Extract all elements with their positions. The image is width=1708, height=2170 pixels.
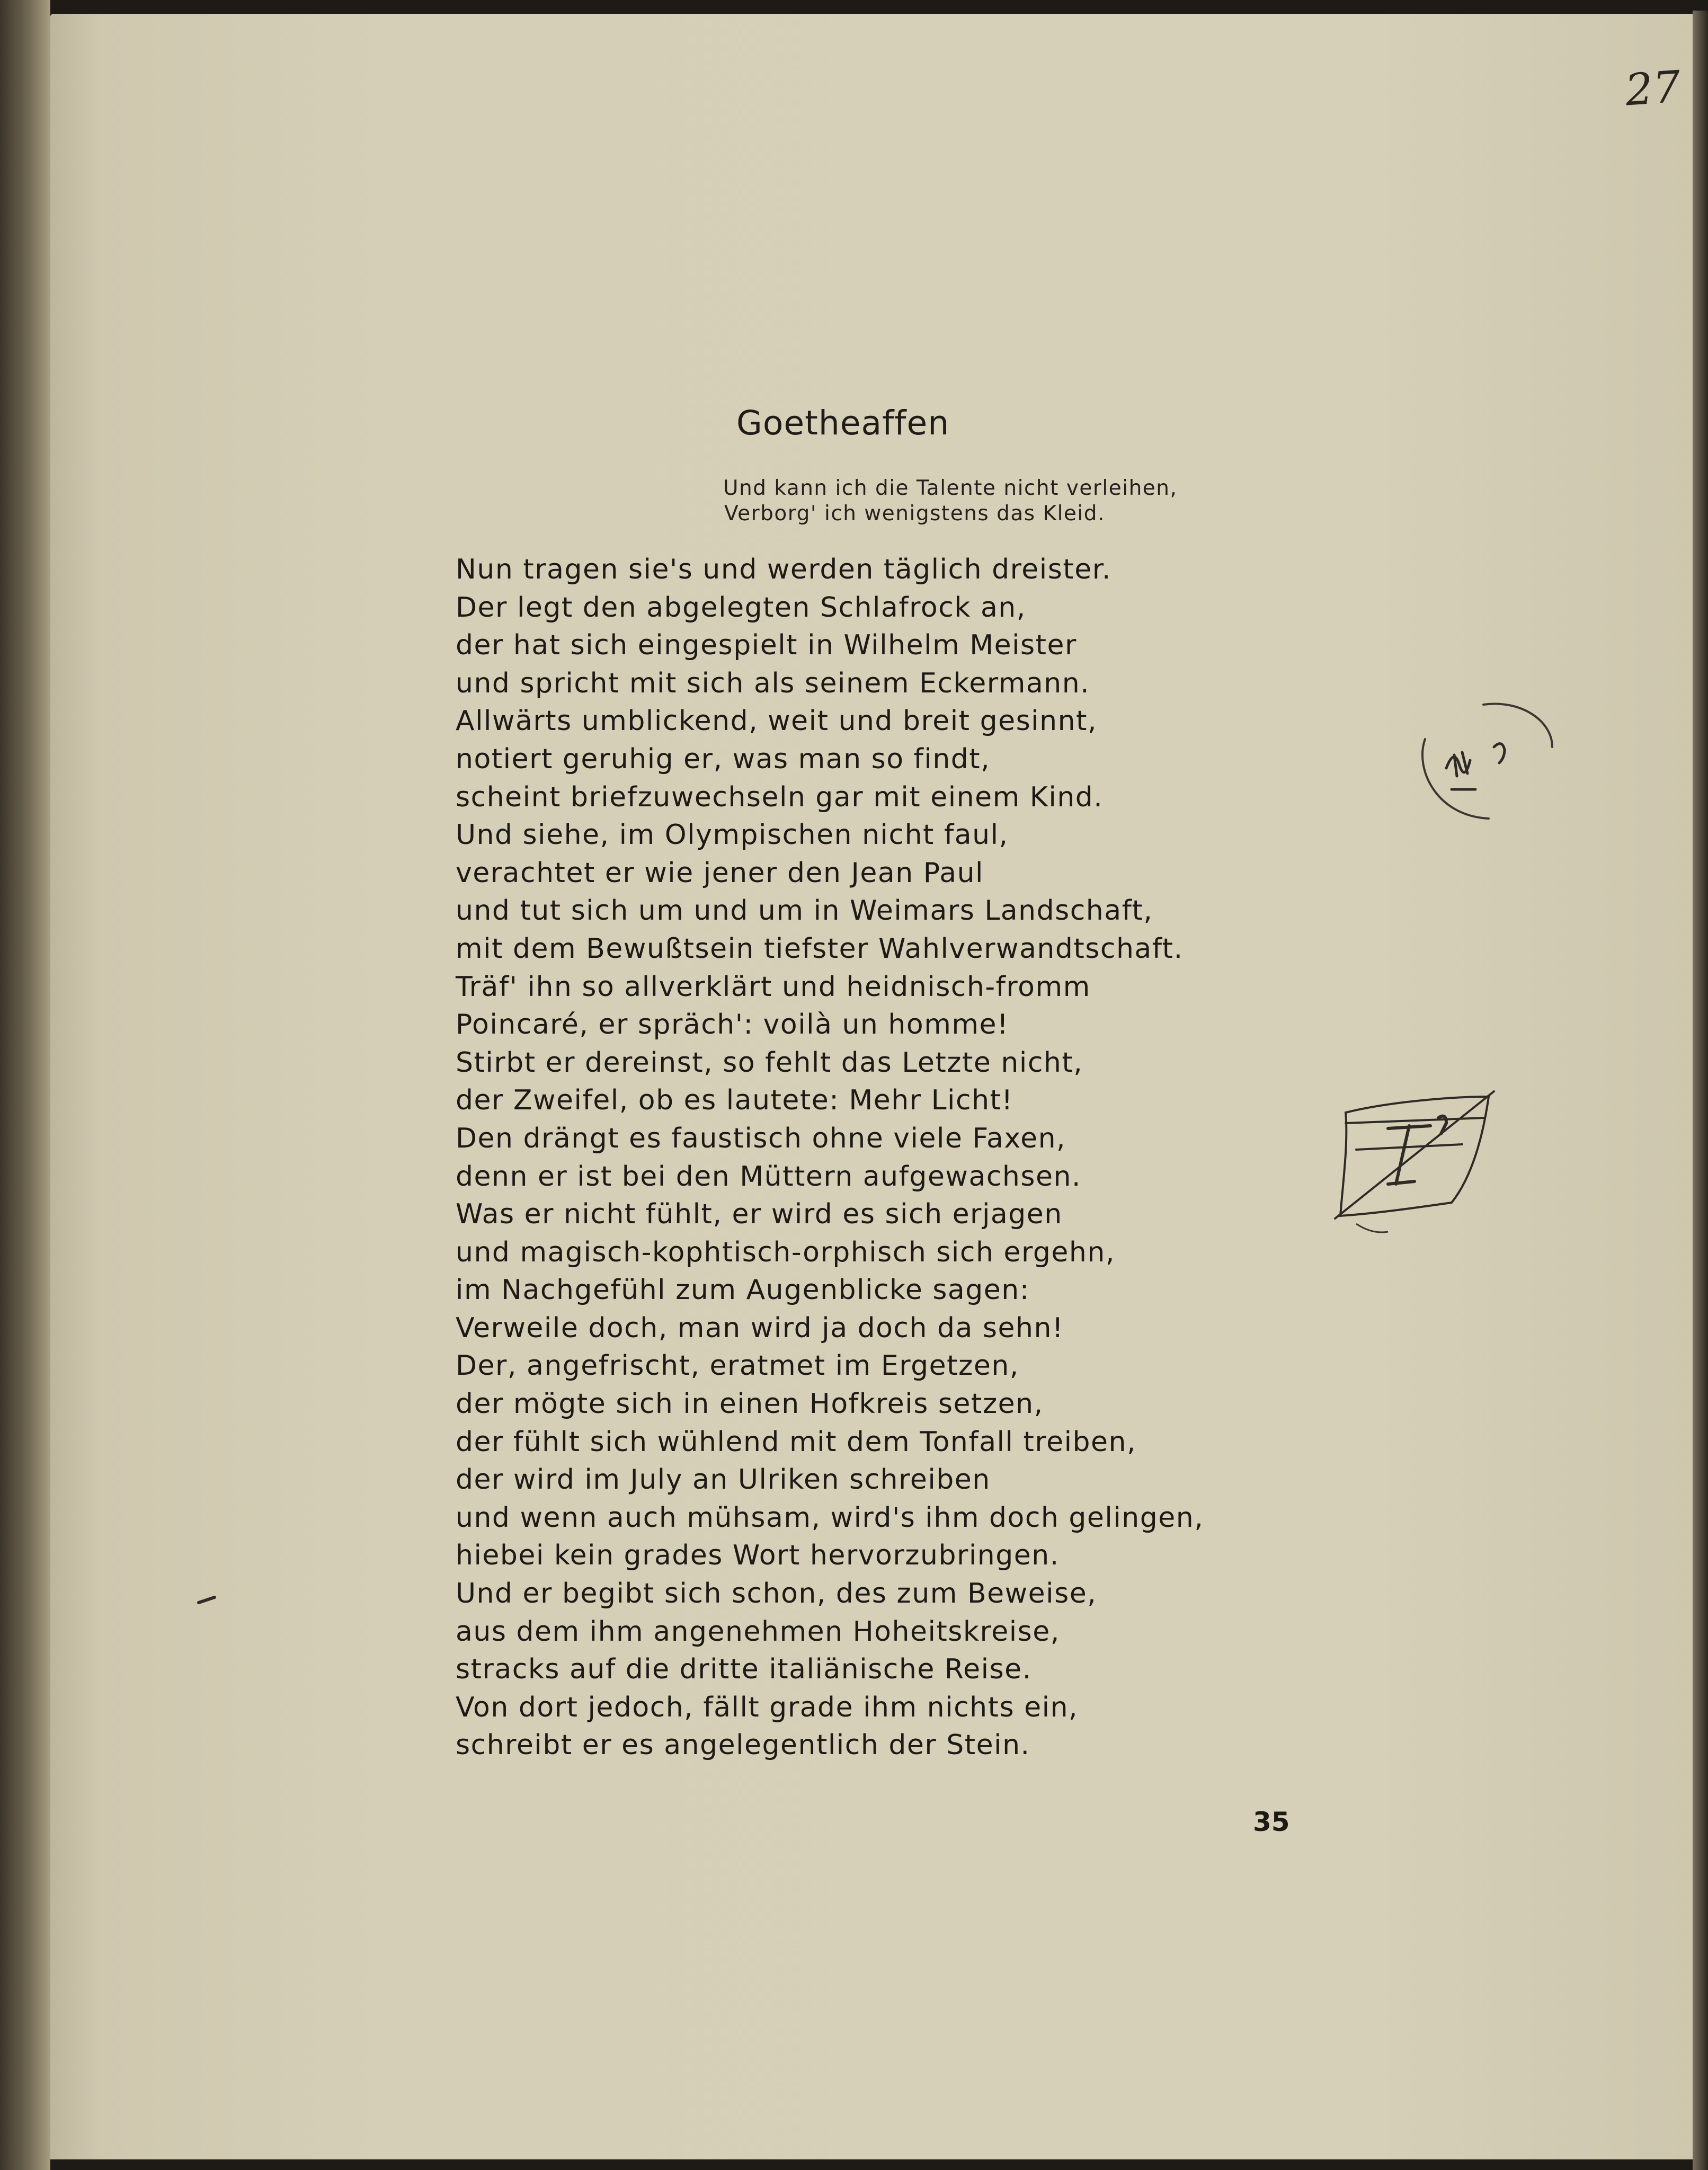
poem-line: Verweile doch, man wird ja doch da sehn! — [456, 1312, 1064, 1344]
pencil-arc — [1422, 739, 1489, 819]
poem-line: verachtet er wie jener den Jean Paul — [456, 857, 984, 889]
poem-line: Stirbt er dereinst, so fehlt das Letzte nicht, — [456, 1046, 1083, 1079]
pencil-scribble — [1446, 744, 1505, 789]
poem-line: im Nachgefühl zum Augenblicke sagen: — [456, 1274, 1030, 1306]
poem-line: der fühlt sich wühlend mit dem Tonfall treiben, — [456, 1426, 1137, 1458]
pencil-margin-mark — [196, 1595, 217, 1605]
poem-line: Was er nicht fühlt, er wird es sich erjagen — [456, 1198, 1063, 1231]
poem-line: Der legt den abgelegten Schlafrock an, — [456, 591, 1026, 624]
poem-line: stracks auf die dritte italiänische Reise. — [456, 1653, 1032, 1686]
poem-line: Träf' ihn so allverklärt und heidnisch-fromm — [456, 971, 1091, 1003]
poem-line: mit dem Bewußtsein tiefster Wahlverwandtschaft. — [456, 932, 1184, 965]
poem-line: notiert geruhig er, was man so findt, — [456, 743, 991, 775]
poem-line: Nun tragen sie's und werden täglich dreister. — [456, 554, 1111, 585]
poem-line: Und siehe, im Olympischen nicht faul, — [456, 819, 1009, 851]
epigraph-line: Verborg' ich wenigstens das Kleid. — [724, 502, 1105, 526]
poem-line: Der, angefrischt, eratmet im Ergetzen, — [456, 1350, 1019, 1382]
poem-line: der mögte sich in einen Hofkreis setzen, — [456, 1388, 1044, 1420]
poem-line: Den drängt es faustisch ohne viele Faxen, — [456, 1122, 1066, 1154]
epigraph — [723, 476, 1242, 527]
poem-line: und spricht mit sich als seinem Eckermann. — [456, 667, 1090, 699]
page-edge-shadow — [1693, 11, 1708, 2170]
pencil-tail — [1356, 1224, 1388, 1232]
poem-title: Goetheaffen — [736, 404, 950, 442]
poem-line: hiebei kein grades Wort hervorzubringen. — [456, 1540, 1060, 1572]
poem-line: der Zweifel, ob es lautete: Mehr Licht! — [456, 1084, 1013, 1117]
poem-line: und tut sich um und um in Weimars Landschaft, — [456, 895, 1153, 927]
poem-line: Von dort jedoch, fällt grade ihm nichts ein, — [456, 1691, 1079, 1723]
pencil-annotation-circle — [1404, 689, 1563, 832]
epigraph-line: Und kann ich die Talente nicht verleihen, — [723, 476, 1178, 500]
poem-body — [456, 551, 1204, 1765]
book-spine — [0, 0, 50, 2170]
poem-line: Poincaré, er spräch': voilà un homme! — [456, 1009, 1009, 1041]
pencil-glyph — [1388, 1116, 1446, 1184]
poem-line: Und er begibt sich schon, des zum Beweise, — [456, 1578, 1097, 1610]
poem-line: aus dem ihm angenehmen Hoheitskreise, — [456, 1615, 1060, 1648]
poem-line: Allwärts umblickend, weit und breit gesinnt, — [456, 705, 1097, 737]
poem-line: der hat sich eingespielt in Wilhelm Meister — [456, 629, 1077, 662]
page-number: 35 — [1253, 1807, 1290, 1837]
poem-line: und magisch-kophtisch-orphisch sich ergehn, — [456, 1236, 1115, 1268]
poem-line: und wenn auch mühsam, wird's ihm doch gelingen, — [456, 1501, 1204, 1534]
poem-line: der wird im July an Ulriken schreiben — [456, 1464, 991, 1496]
poem-line: denn er ist bei den Müttern aufgewachsen. — [456, 1160, 1081, 1193]
handwritten-folio-number: 27 — [1623, 61, 1683, 116]
pencil-arc — [1483, 704, 1552, 747]
poem-line: schreibt er es angelegentlich der Stein. — [456, 1729, 1030, 1762]
pencil-annotation-crossed-box — [1324, 1081, 1505, 1240]
poem-line: scheint briefzuwechseln gar mit einem Kind. — [456, 781, 1104, 813]
